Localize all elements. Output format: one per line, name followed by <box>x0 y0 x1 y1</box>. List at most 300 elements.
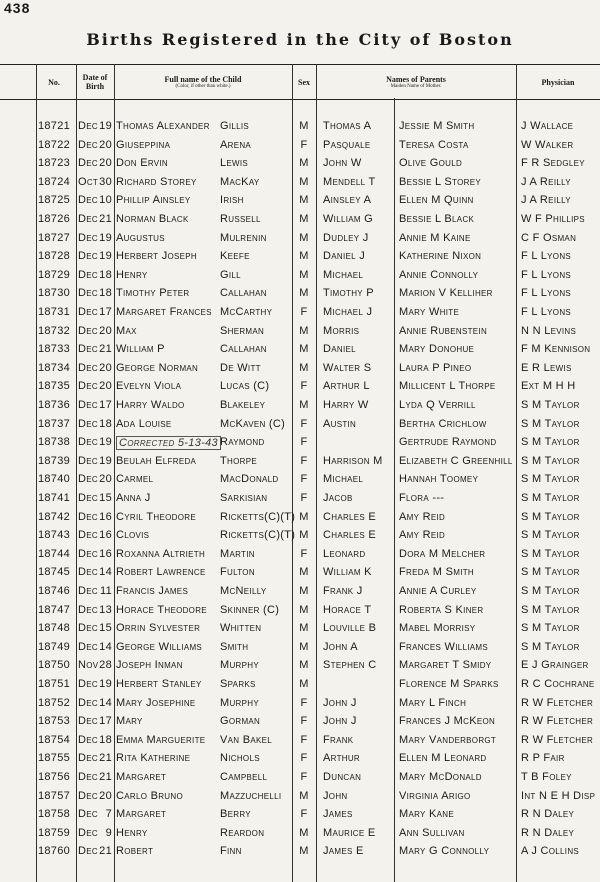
child-given-names: Anna J <box>116 492 151 504</box>
child-surname: McKaven (C) <box>220 417 286 430</box>
child-surname: Nichols <box>220 752 260 765</box>
birth-day: 15 <box>99 622 112 635</box>
child-surname: Keefe <box>220 250 250 263</box>
birth-day: 18 <box>99 268 112 281</box>
physician-name: F L Lyons <box>521 268 572 281</box>
child-sex: F <box>300 715 308 728</box>
birth-day: 21 <box>99 845 112 858</box>
table-row <box>0 396 600 415</box>
child-given-names: Augustus <box>116 231 165 244</box>
mother-maiden-name: Annie Rubenstein <box>399 324 488 337</box>
father-name: Frank J <box>323 585 363 597</box>
record-number: 18760 <box>37 845 71 858</box>
child-surname: Arena <box>220 138 252 151</box>
birth-day: 17 <box>99 399 112 411</box>
table-row <box>0 117 600 136</box>
child-sex: M <box>299 175 309 188</box>
child-given-names: Robert Lawrence <box>116 566 206 579</box>
record-number: 18726 <box>37 213 71 225</box>
child-given-names: Margaret Frances <box>116 306 212 318</box>
father-name: John A <box>323 640 358 653</box>
child-surname: Lucas (C) <box>220 380 270 393</box>
physician-name: R W Fletcher <box>521 696 594 709</box>
birth-month: Dec <box>78 399 98 411</box>
birth-month: Dec <box>78 733 98 746</box>
table-row <box>0 284 600 303</box>
record-number: 18725 <box>37 194 71 207</box>
physician-name: S M Taylor <box>521 436 580 449</box>
birth-day: 15 <box>99 492 112 504</box>
table-row <box>0 173 600 192</box>
birth-day: 20 <box>99 789 112 802</box>
physician-name: S M Taylor <box>521 454 580 467</box>
father-name: Morris <box>323 324 360 337</box>
child-surname: Gill <box>220 268 241 281</box>
birth-month: Dec <box>78 752 98 765</box>
record-number: 18738 <box>37 436 71 449</box>
child-sex: M <box>299 120 309 132</box>
record-number: 18735 <box>37 380 71 393</box>
father-name: William G <box>323 213 374 225</box>
mother-maiden-name: Florence M Sparks <box>399 678 499 690</box>
father-name: John J <box>323 715 357 728</box>
birth-month: Dec <box>78 566 98 579</box>
child-sex: F <box>300 696 308 709</box>
physician-name: S M Taylor <box>521 640 580 653</box>
child-surname: Sarkisian <box>220 492 268 504</box>
table-row <box>0 210 600 229</box>
birth-month: Dec <box>78 287 98 300</box>
record-number: 18730 <box>37 287 71 300</box>
father-name: Walter S <box>323 361 372 374</box>
record-number: 18722 <box>37 138 71 151</box>
child-given-names: Harry Waldo <box>116 399 185 411</box>
birth-month: Dec <box>78 343 98 356</box>
page-title: Births Registered in the City of Boston <box>86 30 514 49</box>
child-sex: M <box>299 213 309 225</box>
father-name: James E <box>323 845 364 858</box>
mother-maiden-name: Katherine Nixon <box>399 250 482 263</box>
table-row <box>0 322 600 341</box>
child-sex: M <box>299 640 309 653</box>
record-number: 18752 <box>37 696 71 709</box>
birth-month: Dec <box>78 268 98 281</box>
table-row <box>0 136 600 155</box>
child-surname: Callahan <box>220 287 267 300</box>
child-sex: F <box>300 771 308 783</box>
birth-month: Dec <box>78 120 98 132</box>
child-given-names: Henry <box>116 268 148 281</box>
birth-day: 20 <box>99 324 112 337</box>
child-given-names: Thomas Alexander <box>116 120 210 132</box>
header-physician: Physician <box>541 77 575 87</box>
record-number: 18755 <box>37 752 71 765</box>
child-surname: Murphy <box>220 659 259 672</box>
child-sex: F <box>300 436 308 449</box>
table-row <box>0 805 600 824</box>
record-number: 18747 <box>37 603 71 616</box>
child-given-names: Horace Theodore <box>116 603 207 616</box>
page-number: 438 <box>4 0 31 16</box>
mother-maiden-name: Annie M Kaine <box>399 231 471 244</box>
father-name: Charles E <box>323 510 377 523</box>
child-sex: F <box>300 547 308 560</box>
table-row <box>0 842 600 861</box>
table-row <box>0 247 600 266</box>
child-sex: M <box>299 399 309 411</box>
child-given-names: George Williams <box>116 640 203 653</box>
table-row <box>0 582 600 601</box>
child-surname: Mazzuchelli <box>220 789 282 802</box>
birth-month: Dec <box>78 696 98 709</box>
mother-maiden-name: Mary White <box>399 306 460 318</box>
father-name: Stephen C <box>323 659 377 672</box>
child-surname: McNeilly <box>220 585 267 597</box>
child-surname: Fulton <box>220 566 255 579</box>
table-row <box>0 452 600 471</box>
father-name: Arthur <box>323 752 360 765</box>
child-sex: M <box>299 194 309 207</box>
physician-name: S M Taylor <box>521 529 580 542</box>
child-given-names: Mary Josephine <box>116 696 196 709</box>
birth-month: Nov <box>78 659 99 672</box>
father-name: Michael <box>323 473 364 486</box>
child-surname: Ricketts(C)(T) <box>220 510 296 523</box>
mother-maiden-name: Elizabeth C Greenhill <box>399 454 513 467</box>
birth-day: 19 <box>99 436 112 449</box>
birth-month: Dec <box>78 585 98 597</box>
father-name: Daniel J <box>323 250 366 263</box>
child-sex: M <box>299 157 309 170</box>
birth-day: 19 <box>99 231 112 244</box>
mother-maiden-name: Mary L Finch <box>399 696 467 709</box>
record-number: 18727 <box>37 231 71 244</box>
father-name: John J <box>323 696 357 709</box>
mother-maiden-name: Annie Connolly <box>399 268 479 281</box>
child-sex: M <box>299 361 309 374</box>
table-row <box>0 266 600 285</box>
child-given-names: Emma Marguerite <box>116 733 206 746</box>
physician-name: S M Taylor <box>521 473 580 486</box>
physician-name: R W Fletcher <box>521 715 594 728</box>
father-name: Dudley J <box>323 231 369 244</box>
child-sex: M <box>299 622 309 635</box>
table-header <box>0 64 600 100</box>
child-given-names: Roxanna Altrieth <box>116 547 206 560</box>
birth-month: Dec <box>78 361 98 374</box>
father-name: Harry W <box>323 399 369 411</box>
child-surname: Sparks <box>220 678 256 690</box>
record-number: 18748 <box>37 622 71 635</box>
physician-name: S M Taylor <box>521 510 580 523</box>
child-given-names: Beulah Elfreda <box>116 454 197 467</box>
birth-month: Dec <box>78 603 98 616</box>
record-number: 18723 <box>37 157 71 170</box>
birth-month: Dec <box>78 826 98 839</box>
birth-month: Dec <box>78 845 98 858</box>
father-name: Thomas A <box>323 120 372 132</box>
child-sex: M <box>299 585 309 597</box>
table-row <box>0 694 600 713</box>
birth-day: 20 <box>99 380 112 393</box>
record-number: 18743 <box>37 529 71 542</box>
table-row <box>0 824 600 843</box>
birth-day: 21 <box>99 771 112 783</box>
mother-maiden-name: Dora M Melcher <box>399 547 486 560</box>
mother-maiden-name: Amy Reid <box>399 510 446 523</box>
record-number: 18749 <box>37 640 71 653</box>
record-number: 18729 <box>37 268 71 281</box>
birth-month: Dec <box>78 529 98 542</box>
record-number: 18728 <box>37 250 71 263</box>
physician-name: J Wallace <box>521 120 574 132</box>
father-name: John W <box>323 157 362 170</box>
child-sex: M <box>299 268 309 281</box>
child-surname: Ricketts(C)(T) <box>220 529 296 542</box>
physician-name: S M Taylor <box>521 492 580 504</box>
child-surname: Whitten <box>220 622 262 635</box>
physician-name: R C Cochrane <box>521 678 595 690</box>
table-row <box>0 656 600 675</box>
table-row <box>0 508 600 527</box>
child-surname: Berry <box>220 808 251 821</box>
birth-month: Dec <box>78 138 98 151</box>
physician-name: S M Taylor <box>521 585 580 597</box>
mother-maiden-name: Margaret T Smidy <box>399 659 492 672</box>
father-name: Frank <box>323 733 354 746</box>
child-surname: Smith <box>220 640 249 653</box>
birth-day: 14 <box>99 640 112 653</box>
child-sex: M <box>299 826 309 839</box>
child-sex: M <box>299 343 309 356</box>
mother-maiden-name: Ellen M Leonard <box>399 752 487 765</box>
physician-name: T B Foley <box>521 771 572 783</box>
birth-month: Dec <box>78 771 98 783</box>
birth-month: Dec <box>78 715 98 728</box>
father-name: Louville B <box>323 622 377 635</box>
record-number: 18724 <box>37 175 71 188</box>
child-given-names: Cyril Theodore <box>116 510 196 523</box>
record-number: 18753 <box>37 715 71 728</box>
mother-maiden-name: Hannah Toomey <box>399 473 479 486</box>
mother-maiden-name: Virginia Arigo <box>399 789 471 802</box>
child-given-names: Evelyn Viola <box>116 380 182 393</box>
record-number: 18734 <box>37 361 71 374</box>
child-sex: M <box>299 250 309 263</box>
father-name: Mendell T <box>323 175 376 188</box>
birth-month: Dec <box>78 436 98 449</box>
child-given-names: Henry <box>116 826 148 839</box>
record-number: 18721 <box>37 120 71 132</box>
mother-maiden-name: Amy Reid <box>399 529 446 542</box>
birth-day: 17 <box>99 715 112 728</box>
record-number: 18757 <box>37 789 71 802</box>
mother-maiden-name: Mary G Connolly <box>399 845 490 858</box>
mother-maiden-name: Bessie L Storey <box>399 175 481 188</box>
table-row <box>0 638 600 657</box>
table-row <box>0 787 600 806</box>
birth-day: 11 <box>99 585 112 597</box>
mother-maiden-name: Frances Williams <box>399 640 488 653</box>
birth-day: 19 <box>99 678 112 690</box>
child-given-names: Orrin Sylvester <box>116 622 201 635</box>
physician-name: R W Fletcher <box>521 733 594 746</box>
birth-month: Dec <box>78 250 98 263</box>
birth-month: Dec <box>78 473 98 486</box>
physician-name: E J Grainger <box>521 659 589 672</box>
physician-name: S M Taylor <box>521 417 580 430</box>
physician-name: W F Phillips <box>521 213 585 225</box>
mother-maiden-name: Lyda Q Verrill <box>399 399 476 411</box>
birth-day: 16 <box>99 510 112 523</box>
mother-maiden-name: Ann Sullivan <box>399 826 465 839</box>
birth-day: 7 <box>105 808 112 821</box>
child-surname: Blakeley <box>220 399 266 411</box>
birth-day: 20 <box>99 157 112 170</box>
physician-name: F L Lyons <box>521 306 572 318</box>
table-row <box>0 229 600 248</box>
table-row <box>0 526 600 545</box>
child-surname: Callahan <box>220 343 267 356</box>
record-number: 18750 <box>37 659 71 672</box>
mother-maiden-name: Mabel Morrisy <box>399 622 476 635</box>
physician-name: R P Fair <box>521 752 565 765</box>
birth-month: Dec <box>78 417 98 430</box>
record-number: 18744 <box>37 547 71 560</box>
birth-day: 21 <box>99 213 112 225</box>
table-row <box>0 191 600 210</box>
child-sex: M <box>299 845 309 858</box>
child-given-names: Clovis <box>116 529 150 542</box>
father-name: Michael <box>323 268 364 281</box>
header-sex: Sex <box>298 77 310 87</box>
child-sex: M <box>299 678 309 690</box>
mother-maiden-name: Frances J McKeon <box>399 715 496 728</box>
table-row <box>0 377 600 396</box>
physician-name: E R Lewis <box>521 361 572 374</box>
birth-month: Dec <box>78 213 98 225</box>
table-row <box>0 303 600 322</box>
table-row <box>0 359 600 378</box>
birth-month: Dec <box>78 622 98 635</box>
child-sex: F <box>300 808 308 821</box>
father-name: Ainsley A <box>323 194 372 207</box>
child-given-names: Richard Storey <box>116 175 197 188</box>
birth-month: Dec <box>78 789 98 802</box>
physician-name: Ext M H H <box>521 380 576 393</box>
child-surname: Mulrenin <box>220 231 267 244</box>
child-given-names: Margaret <box>116 771 167 783</box>
header-no: No. <box>48 77 60 87</box>
child-sex: M <box>299 789 309 802</box>
physician-name: W Walker <box>521 138 574 151</box>
birth-day: 19 <box>99 120 112 132</box>
child-given-names: Robert <box>116 845 154 858</box>
child-given-names: Herbert Stanley <box>116 678 202 690</box>
table-row <box>0 749 600 768</box>
child-sex: F <box>300 417 308 430</box>
child-given-names: Mary <box>116 715 143 728</box>
child-surname: Reardon <box>220 826 265 839</box>
father-name: Leonard <box>323 547 366 560</box>
father-name: Arthur L <box>323 380 370 393</box>
birth-month: Dec <box>78 678 98 690</box>
child-given-names: Herbert Joseph <box>116 250 198 263</box>
physician-name: C F Osman <box>521 231 577 244</box>
child-surname: Skinner (C) <box>220 603 280 616</box>
table-row <box>0 675 600 694</box>
birth-day: 18 <box>99 287 112 300</box>
father-name: Maurice E <box>323 826 376 839</box>
child-surname: Gorman <box>220 715 261 728</box>
birth-day: 9 <box>105 826 112 839</box>
child-sex: F <box>300 138 308 151</box>
child-sex: M <box>299 324 309 337</box>
birth-month: Dec <box>78 324 98 337</box>
child-given-names: William P <box>116 343 165 356</box>
mother-maiden-name: Mary Vanderborgt <box>399 733 497 746</box>
child-surname: Martin <box>220 547 255 560</box>
physician-name: F R Sedgley <box>521 157 585 170</box>
table-row <box>0 154 600 173</box>
record-number: 18746 <box>37 585 71 597</box>
physician-name: S M Taylor <box>521 566 580 579</box>
child-sex: F <box>300 492 308 504</box>
record-number: 18733 <box>37 343 71 356</box>
child-sex: F <box>300 454 308 467</box>
child-given-names: Francis James <box>116 585 189 597</box>
child-surname: Campbell <box>220 771 268 783</box>
table-row <box>0 470 600 489</box>
birth-month: Dec <box>78 231 98 244</box>
child-surname: Irish <box>220 194 244 207</box>
table-row <box>0 433 600 452</box>
mother-maiden-name: Freda M Smith <box>399 566 475 579</box>
physician-name: F L Lyons <box>521 287 572 300</box>
mother-maiden-name: Mary Kane <box>399 808 455 821</box>
header-child: Full name of the Child (Color, if other than white.) <box>164 74 242 89</box>
father-name: Jacob <box>323 492 353 504</box>
record-number: 18739 <box>37 454 71 467</box>
child-given-names: Margaret <box>116 808 167 821</box>
father-name: Horace T <box>323 603 372 616</box>
child-given-names: Carmel <box>116 473 154 486</box>
birth-day: 28 <box>99 659 112 672</box>
table-row <box>0 563 600 582</box>
child-given-names: Norman Black <box>116 213 189 225</box>
birth-day: 16 <box>99 529 112 542</box>
physician-name: S M Taylor <box>521 399 580 411</box>
physician-name: J A Reilly <box>521 175 571 188</box>
table-row <box>0 340 600 359</box>
child-sex: F <box>300 380 308 393</box>
record-number: 18754 <box>37 733 71 746</box>
birth-day: 17 <box>99 306 112 318</box>
birth-day: 14 <box>99 566 112 579</box>
record-number: 18731 <box>37 306 71 318</box>
birth-month: Dec <box>78 808 98 821</box>
father-name: William K <box>323 566 372 579</box>
birth-month: Dec <box>78 380 98 393</box>
table-row <box>0 712 600 731</box>
child-given-names: George Norman <box>116 361 199 374</box>
child-given-names: Timothy Peter <box>116 287 190 300</box>
record-number: 18732 <box>37 324 71 337</box>
mother-maiden-name: Teresa Costa <box>399 138 469 151</box>
birth-month: Dec <box>78 194 98 207</box>
child-given-names: Max <box>116 324 137 337</box>
father-name: Harrison M <box>323 454 383 467</box>
